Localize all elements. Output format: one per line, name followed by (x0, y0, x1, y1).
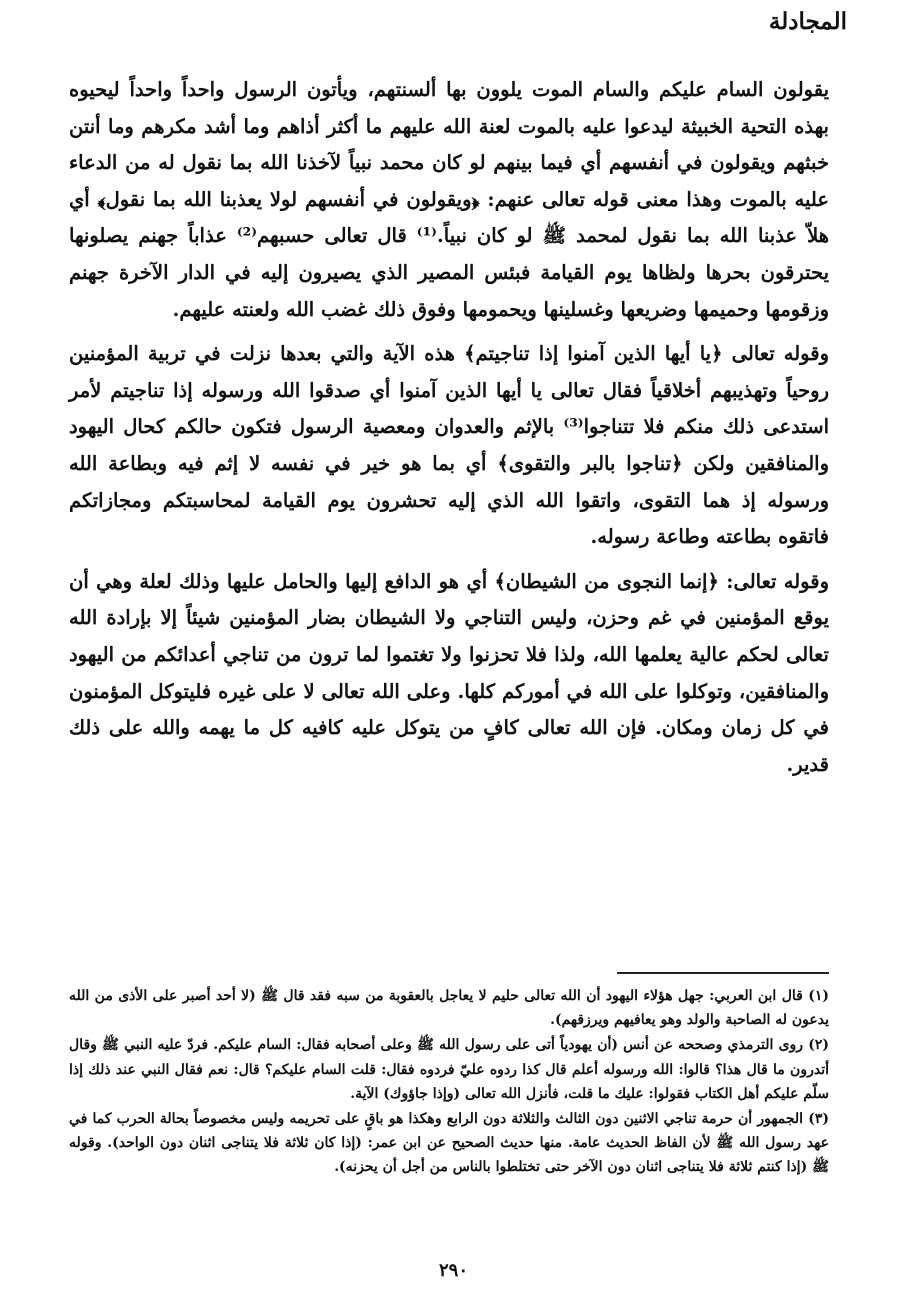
footnote: (١) قال ابن العربي: جهل هؤلاء اليهود أن الله تعالى حليم لا يعاجل بالعقوبة من سبه فقد قال ﷺ (لا أحد أصبر على الأذى من الله يدعون له الصاحبة والولد وهو يعافيهم ويرزقهم). (69, 988, 829, 1029)
footnotes (69, 984, 829, 1181)
footnote: (٢) روى الترمذي وصححه عن أنس (أن يهودياً أتى على رسول الله ﷺ وعلى أصحابه فقال: السام عليكم. فردّ عليه النبي ﷺ وقال أتدرون ما قال هذا؟ قالوا: الله ورسوله أعلم قال كذا ردوه عليّ فردوه فقال: قلت السام عليكم؟ قال: نعم فقال النبي عند ذلك إذا سلّم عليكم أهل الكتاب فقولوا: عليك ما قلت، فأنزل الله تعالى (وإذا جاؤوك) الآية. (69, 1037, 829, 1102)
footnote: (٣) الجمهور أن حرمة تناجي الاثنين دون الثالث والثلاثة دون الرابع وهكذا هو باقٍ على تحريمه وليس مخصوصاً بحالة الحرب كما في عهد رسول الله ﷺ لأن الفاظ الحديث عامة. منها حديث الصحيح عن ابن عمر: (إذا كان ثلاثة فلا يتناجى اثنان دون الواحد). وقوله ﷺ (إذا كنتم ثلاثة فلا يتناجى اثنان دون الآخر حتى تختلطوا بالناس من أجل أن يحزنه). (69, 1111, 829, 1176)
page-number: ٢٩٠ (438, 1260, 468, 1281)
body-paragraph: وقوله تعالى: ﴿إنما النجوى من الشيطان﴾ أي هو الدافع إليها والحامل عليها وذلك لعلة وهي أن يوقع المؤمنين في غم وحزن، وليس التناجي ولا الشيطان بضار المؤمنين شيئاً إلا بإرادة الله تعالى لحكم عالية يعلمها الله، ولذا فلا تحزنوا ولا تغتموا لما ترون من تناجي أعدائكم من اليهود والمنافقين، وتوكلوا على الله في أموركم كلها. وعلى الله تعالى لا على غيره فليتوكل المؤمنون في كل زمان ومكان. فإن الله تعالى كافٍ من يتوكل عليه كافيه كل ما يهمه والله على ذلك قدير. (69, 569, 829, 776)
footnote-separator (617, 972, 829, 974)
main-text (69, 72, 829, 791)
running-head: المجادلة (768, 8, 847, 35)
body-paragraph: وقوله تعالى ﴿يا أيها الذين آمنوا إذا تناجيتم﴾ هذه الآية والتي بعدها نزلت في تربية المؤمنين روحياً وتهذيبهم أخلاقياً فقال تعالى يا أيها الذين آمنوا أي صدقوا الله ورسوله إذا تناجيتم لأمر استدعى ذلك منكم فلا تتناجوا⁽³⁾ بالإثم والعدوان ومعصية الرسول فتكون حالكم كحال اليهود والمنافقين ولكن ﴿تناجوا بالبر والتقوى﴾ أي بما هو خير في نفسه لا إثم فيه وبطاعة الله ورسوله إذ هما التقوى، واتقوا الله الذي إليه تحشرون يوم القيامة لمحاسبتكم ومجازاتكم فاتقوه بطاعته وطاعة رسوله. (69, 342, 829, 549)
body-paragraph: يقولون السام عليكم والسام الموت يلوون بها ألسنتهم، ويأتون الرسول واحداً واحداً ليحيوه بهذه التحية الخبيثة ليدعوا عليه بالموت لعنة الله عليهم ما أكثر أذاهم وما أشد مكرهم وما أنتن خبثهم ويقولون في أنفسهم أي فيما بينهم لو كان محمد نبياً لآخذنا الله بما نقول له من الدعاء عليه بالموت وهذا معنى قوله تعالى عنهم: ﴿ويقولون في أنفسهم لولا يعذبنا الله بما نقول﴾ أي هلاّ عذبنا الله بما نقول لمحمد ﷺ لو كان نبياً.⁽¹⁾ قال تعالى حسبهم⁽²⁾ عذاباً جهنم يصلونها يحترقون بحرها ولظاها يوم القيامة فبئس المصير الذي يصيرون إليه في الدار الآخرة جهنم وزقومها وحميمها وضريعها وغسلينها ويحمومها وفوق ذلك غضب الله ولعنته عليهم. (69, 78, 830, 321)
